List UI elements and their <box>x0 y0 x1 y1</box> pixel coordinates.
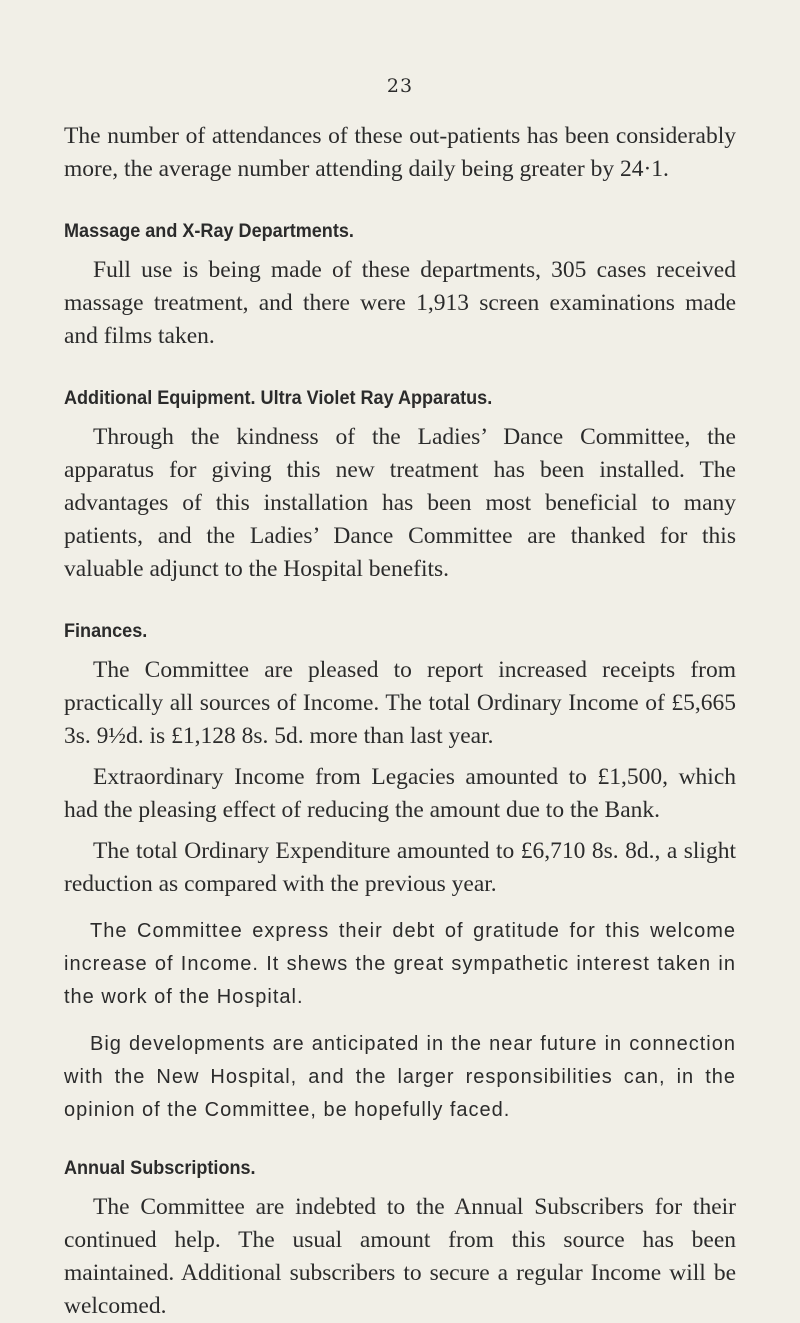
page-body <box>64 120 736 1323</box>
legacies-paragraph: Extraordinary Income from Legacies amounted to £1,500, which had the pleasing effect of reducing the amount due to the Bank. <box>64 764 736 823</box>
ordinary-income-paragraph: The Committee are pleased to report increased receipts from practically all sources of Income. The total Ordinary Income of £5,665 3s. 9½d. is £1,128 8s. 5d. more than last year. <box>64 657 736 749</box>
expenditure-paragraph: The total Ordinary Expenditure amounted to £6,710 8s. 8d., a slight reduction as compared with the previous year. <box>64 838 736 897</box>
ultra-violet-paragraph: Through the kindness of the Ladies’ Dance Committee, the apparatus for giving this new treatment has been installed. The advantages of this installation has been most beneficial to many patients, and the Ladies’ Dance Committee are thanked for this valuable adjunct to the Hospital benefits. <box>64 424 736 582</box>
developments-paragraph: Big developments are anticipated in the near future in connection with the New Hospital, and the larger responsibilities can, in the opinion of the Committee, be hopefully faced. <box>64 1033 736 1121</box>
massage-xray-paragraph: Full use is being made of these departments, 305 cases received massage treatment, and there were 1,913 screen examinations made and films taken. <box>64 257 736 349</box>
heading-finances: Finances. <box>64 621 148 642</box>
heading-additional-equipment: Additional Equipment. Ultra Violet Ray Apparatus. <box>64 388 493 409</box>
heading-massage-xray: Massage and X-Ray Departments. <box>64 221 354 242</box>
page-number: 23 <box>386 75 414 97</box>
heading-annual-subscriptions: Annual Subscriptions. <box>64 1158 256 1179</box>
subscriptions-paragraph: The Committee are indebted to the Annual Subscribers for their continued help. The usual amount from this source has been maintained. Additional subscribers to secure a regular Income will be welcomed. <box>64 1194 736 1319</box>
gratitude-paragraph: The Committee express their debt of gratitude for this welcome increase of Income. It shews the great sympathetic interest taken in the work of the Hospital. <box>64 920 736 1008</box>
outpatients-paragraph: The number of attendances of these out-patients has been considerably more, the average number attending daily being greater by 24·1. <box>64 123 736 182</box>
